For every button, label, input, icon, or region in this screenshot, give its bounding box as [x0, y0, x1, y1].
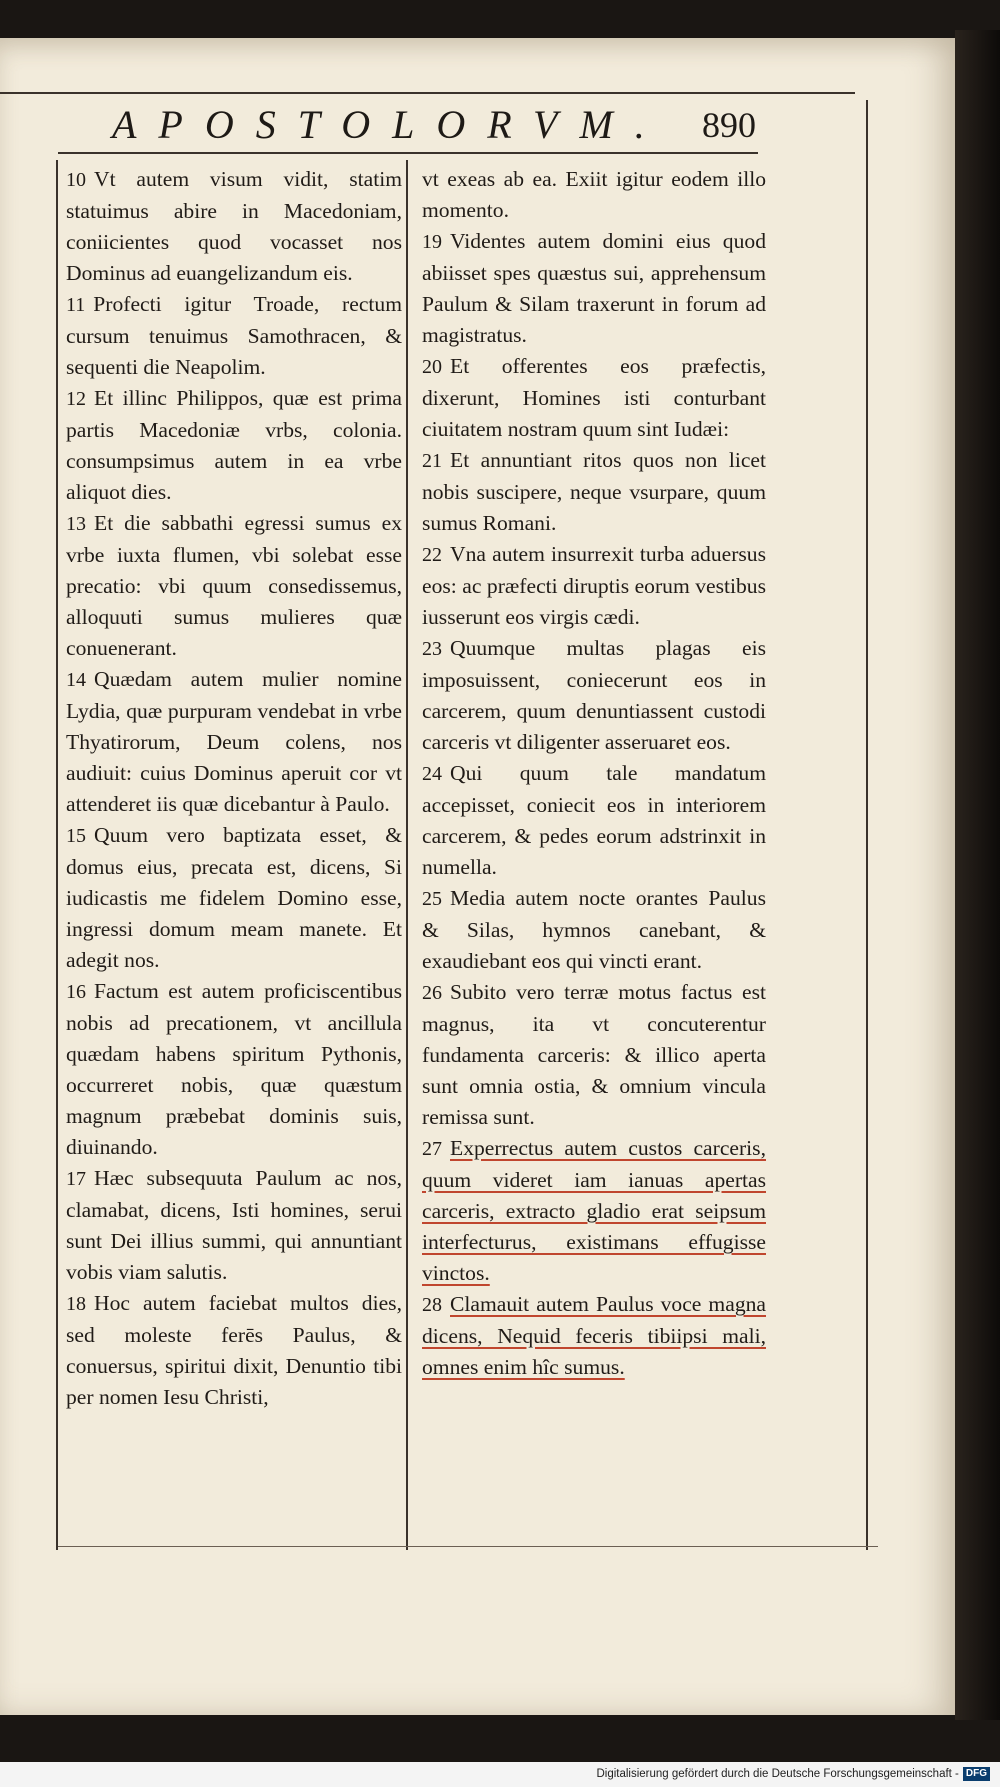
- verse: [66, 289, 402, 383]
- verse-text: Media autem nocte orantes Paulus & Silas, hymnos canebant, & exaudiebant eos qui vincti erant.: [422, 886, 766, 973]
- verse: [66, 1288, 402, 1413]
- verse-number: 16: [66, 981, 86, 1003]
- verse: [422, 351, 766, 445]
- verse-number: 21: [422, 450, 442, 472]
- verse-number: 19: [422, 231, 442, 253]
- verse: [66, 976, 402, 1163]
- verse-text: Et illinc Philippos, quæ est prima partis Macedoniæ vrbs, colonia. consumpsimus autem in ea vrbe aliquot dies.: [66, 386, 402, 504]
- verse-text: Profecti igitur Troade, rectum cursum tenuimus Samothracen, & sequenti die Neapolim.: [66, 292, 402, 379]
- middle-column-rule: [406, 160, 408, 1550]
- verse-number: 17: [66, 1168, 86, 1190]
- bottom-rule: [58, 1546, 878, 1547]
- verse: [66, 383, 402, 508]
- verse-text: Vt autem visum vidit, statim statuimus abire in Macedoniam, coniicientes quod vocasset nos Dominus ad euangelizandum eis.: [66, 167, 402, 285]
- verse: [422, 758, 766, 883]
- footer-text: Digitalisierung gefördert durch die Deutsche Forschungsgemeinschaft -: [596, 1768, 959, 1780]
- verse-number: 13: [66, 513, 86, 535]
- verse-text: Vna autem insurrexit turba aduersus eos: ac præfecti diruptis eorum vestibus iusserunt eos virgis cædi.: [422, 542, 766, 629]
- verse-text: Et offerentes eos præfectis, dixerunt, Homines isti conturbant ciuitatem nostram quum sint Iudæi:: [422, 354, 766, 441]
- verse-number: 27: [422, 1138, 442, 1160]
- verse-number: 20: [422, 356, 442, 378]
- verse-number: 14: [66, 669, 86, 691]
- verse-text: Quumque multas plagas eis imposuissent, coniecerunt eos in carcerem, quum denuntiassent custodi carceris vt diligenter asseruaret eos.: [422, 636, 766, 754]
- verse-continuation: vt exeas ab ea. Exiit igitur eodem illo momento.: [422, 167, 766, 222]
- page-edge-shadow: [955, 30, 1000, 1720]
- verse-number: 11: [66, 294, 86, 316]
- verse-text: Et annuntiant ritos quos non licet nobis suscipere, neque vsurpare, quum sumus Romani.: [422, 448, 766, 535]
- left-column: [66, 164, 402, 1554]
- left-column-rule: [56, 160, 58, 1550]
- verse-text: Videntes autem domini eius quod abiisset spes quæstus sui, apprehensum Paulum & Silam traxerunt in forum ad magistratus.: [422, 229, 766, 347]
- verse-number: 24: [422, 763, 442, 785]
- verse: [422, 633, 766, 758]
- verse-number: 23: [422, 638, 442, 660]
- verse-number: 22: [422, 544, 442, 566]
- verse: [422, 883, 766, 977]
- verse-number: 10: [66, 169, 86, 191]
- verse: [66, 820, 402, 976]
- verse: [422, 539, 766, 633]
- right-margin-rule: [866, 100, 868, 1550]
- verse-number: 15: [66, 825, 86, 847]
- verse: [66, 508, 402, 664]
- verse-underlined: [422, 1133, 766, 1289]
- verse-text: Experrectus autem custos carceris, quum videret iam ianuas apertas carceris, extracto gladio erat seipsum interfecturus, existimans effugisse vinctos.: [422, 1136, 766, 1285]
- verse-number: 28: [422, 1294, 442, 1316]
- running-head-title: APOSTOLORVM.: [112, 102, 667, 147]
- right-column: [422, 164, 766, 1554]
- verse-text: Subito vero terræ motus factus est magnus, ita vt concuterentur fundamenta carceris: & illico aperta sunt omnia ostia, & omnium vincula remissa sunt.: [422, 980, 766, 1129]
- digitization-footer: [0, 1762, 1000, 1787]
- dfg-logo-icon: DFG: [963, 1767, 990, 1781]
- header-rule: [58, 152, 758, 154]
- verse: [422, 977, 766, 1133]
- verse: [66, 1163, 402, 1288]
- verse-text: Hoc autem faciebat multos dies, sed moleste ferēs Paulus, & conuersus, spiritui dixit, Denuntio tibi per nomen Iesu Christi,: [66, 1291, 402, 1409]
- verse-number: 25: [422, 888, 442, 910]
- verse-underlined: [422, 1289, 766, 1383]
- page-number: 890: [702, 105, 756, 145]
- verse-number: 12: [66, 388, 86, 410]
- verse: [422, 445, 766, 539]
- verse-number: 26: [422, 982, 442, 1004]
- verse-number: 18: [66, 1293, 86, 1315]
- verse-text: Qui quum tale mandatum accepisset, coniecit eos in interiorem carcerem, & pedes eorum adstrinxit in numella.: [422, 761, 766, 879]
- verse-text: Clamauit autem Paulus voce magna dicens, Nequid feceris tibiipsi mali, omnes enim hîc sumus.: [422, 1292, 766, 1379]
- verse-text: Quædam autem mulier nomine Lydia, quæ purpuram vendebat in vrbe Thyatirorum, Deum colens, nos audiuit: cuius Dominus aperuit cor vt attenderet iis quæ dicebantur à Paulo.: [66, 667, 402, 816]
- top-rule: [0, 92, 855, 94]
- verse: [66, 664, 402, 820]
- verse-text: Factum est autem proficiscentibus nobis ad precationem, vt ancillula quædam habens spiritum Pythonis, occurreret nobis, quæ quæstum magnum præbebat dominis suis, diuinando.: [66, 979, 402, 1159]
- verse-text: Hæc subsequuta Paulum ac nos, clamabat, dicens, Isti homines, serui sunt Dei illius summi, qui annuntiant vobis viam salutis.: [66, 1166, 402, 1284]
- verse: [422, 226, 766, 351]
- verse-text: Et die sabbathi egressi sumus ex vrbe iuxta flumen, vbi solebat esse precatio: vbi quum consedissemus, alloquuti sumus mulieres quæ conuenerant.: [66, 511, 402, 660]
- verse: [66, 164, 402, 289]
- verse-text: Quum vero baptizata esset, & domus eius, precata est, dicens, Si iudicastis me fidelem Domino esse, ingressi domum meam manete. Et adegit nos.: [66, 823, 402, 972]
